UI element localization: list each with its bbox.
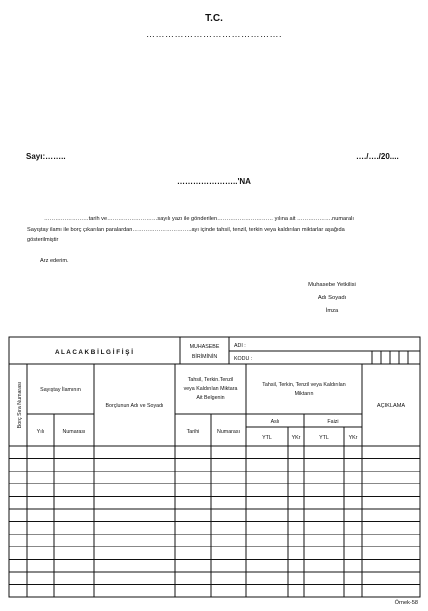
col-doc-line3: Ait Belgenin (196, 395, 225, 401)
unit-label-1: MUHASEBE (189, 344, 220, 350)
letter-body-line-2: Sayıştay ilamı ile borç çıkarılan paralardan…………………………..ayı içinde tahsil, tenzil, terkin veya kaldırılan miktarlar aşağıda (27, 227, 345, 233)
document-title: T.C. (205, 13, 223, 24)
col-ruling-year: Yılı (36, 429, 45, 435)
col-principal-ykr: YKr (291, 435, 301, 441)
col-interest-ytl: YTL (319, 435, 329, 441)
col-doc-line1: Tahsil, Terkin.Tenzil (187, 377, 234, 383)
letter-body-line-3: gösterilmiştir (27, 237, 59, 243)
signature-sign: İmza (325, 308, 339, 314)
institution-placeholder: ……………………………………. (145, 29, 282, 39)
closing: Arz ederim. (40, 258, 69, 264)
col-debt-seq: Borç Sıra Numarası (17, 381, 23, 429)
col-audit-ruling: Sayıştay İlamının (40, 387, 81, 393)
col-doc-line2: veya Kaldırılan Miktara (183, 386, 238, 392)
form-number: Örnek-58 (394, 600, 418, 606)
col-amount-line1: Tahsil, Terkin, Tenzil veya Kaldırılan (262, 382, 346, 388)
form-border (9, 337, 420, 597)
col-principal: Aslı (270, 419, 280, 425)
letter-date: …./…./20.... (356, 152, 399, 161)
col-principal-ytl: YTL (262, 435, 272, 441)
letter-body-line-1: ……………………tarih ve………………………sayılı yazı ile gönderilen………………………… yılına ait ……………….numaralı (44, 216, 354, 222)
col-explanation: AÇIKLAMA (376, 403, 406, 409)
col-debtor-name: Borçlunun Adı ve Soyadı (105, 403, 164, 409)
col-ruling-number: Numarası (62, 429, 86, 435)
unit-code-field: KODU : (234, 356, 253, 362)
col-interest: Faizi (327, 419, 339, 425)
signature-name: Adı Soyadı (317, 295, 347, 301)
col-doc-number: Numarası (217, 429, 240, 435)
col-doc-date: Tarihi (186, 429, 200, 435)
unit-label-2: BİRİMİNİN (191, 354, 218, 360)
unit-name-field: ADI : (234, 343, 246, 349)
recipient: …………………..'NA (177, 177, 251, 186)
reference-number: Sayı:…….. (26, 152, 66, 161)
col-amount-line2: Miktarın (294, 391, 314, 397)
col-interest-ykr: YKr (348, 435, 358, 441)
form-title: A L A C A K B İ L G İ F İ Ş İ (54, 349, 134, 356)
signature-role: Muhasebe Yetkilisi (308, 282, 356, 288)
